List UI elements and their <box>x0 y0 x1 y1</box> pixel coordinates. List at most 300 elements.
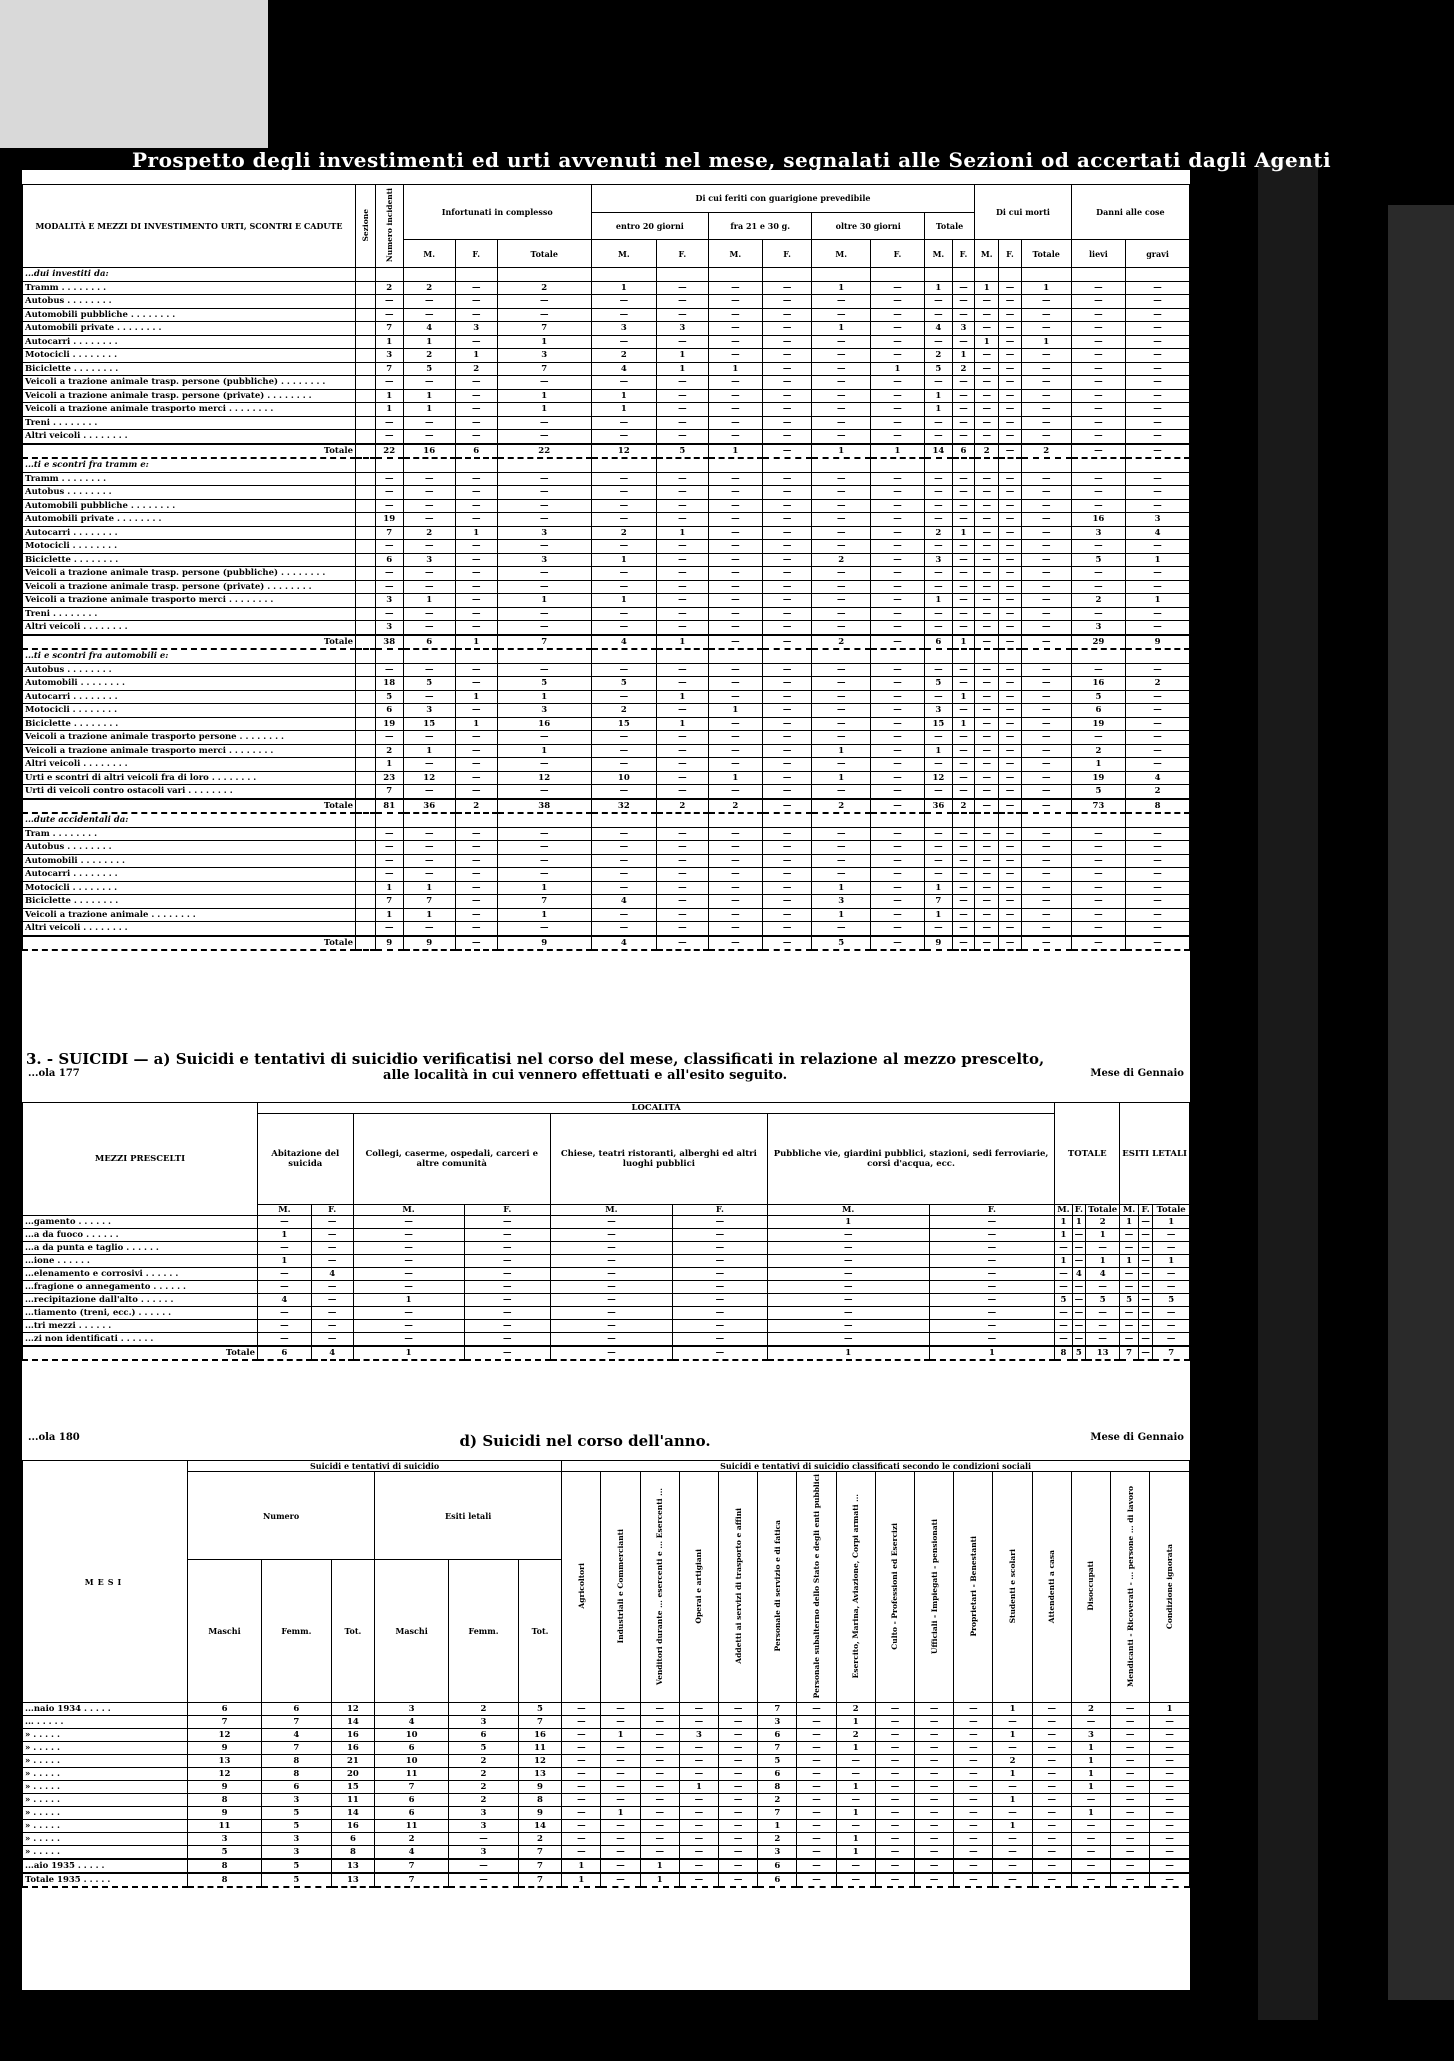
t1-cell: — <box>656 308 708 322</box>
t2-cell: — <box>929 1320 1055 1333</box>
t1-cell: — <box>497 416 591 430</box>
t1-cell: — <box>1126 881 1190 895</box>
t1-cell <box>356 540 376 554</box>
t3-row-cell: 2 <box>758 1833 797 1846</box>
t1-cell: 7 <box>403 895 455 909</box>
t3-row-cell: — <box>954 1729 993 1742</box>
t1-cell: 5 <box>1071 690 1125 704</box>
t1-cell: 5 <box>403 677 455 691</box>
t1-cell: — <box>952 376 974 390</box>
t1-cell <box>356 649 376 663</box>
t1-cell: — <box>975 567 999 581</box>
t2-cell: — <box>258 1281 312 1294</box>
t1-cell <box>375 649 403 663</box>
t3-row-cell: — <box>1150 1716 1190 1729</box>
t2-cell: — <box>672 1281 767 1294</box>
t1-cell: — <box>1021 389 1071 403</box>
t2-cell: 1 <box>1120 1216 1139 1229</box>
t3-row-cell: — <box>719 1794 758 1807</box>
t1-cell: — <box>497 868 591 882</box>
t1-cell: — <box>591 567 656 581</box>
t3-header-cond-text: Operai e artigiani <box>694 1548 704 1624</box>
t3-row-cell: — <box>640 1716 679 1729</box>
t2-cell: 5 <box>1120 1294 1139 1307</box>
t1-cell: — <box>924 335 952 349</box>
t1-cell: 1 <box>871 362 925 376</box>
t2-cell: — <box>353 1320 464 1333</box>
t3-total-cell: — <box>1032 1873 1071 1887</box>
t3-row-cell: 12 <box>331 1703 374 1716</box>
t1-cell: — <box>708 594 762 608</box>
t3-row-cell: — <box>915 1716 954 1729</box>
t1-total-cell: — <box>762 635 812 650</box>
t1-cell: — <box>497 607 591 621</box>
suicidi-mezzi-table <box>22 1102 1190 1361</box>
t1-cell: — <box>1071 854 1125 868</box>
t1-cell <box>356 758 376 772</box>
t2-cell: 1 <box>1072 1216 1086 1229</box>
t1-cell: — <box>924 854 952 868</box>
t1-cell: — <box>708 513 762 527</box>
t1-cell: — <box>871 868 925 882</box>
t2-cell: — <box>672 1294 767 1307</box>
t3-row-cell: — <box>875 1768 914 1781</box>
t1-cell: — <box>1071 389 1125 403</box>
t3-row-cell: — <box>915 1755 954 1768</box>
t3-row-cell: — <box>640 1703 679 1716</box>
t1-cell: 1 <box>656 717 708 731</box>
t3-row-1935-cell: 7 <box>375 1859 449 1873</box>
t1-cell: — <box>871 690 925 704</box>
t1-cell <box>375 268 403 282</box>
t1-cell: — <box>1071 430 1125 444</box>
t1-cell: 1 <box>455 717 497 731</box>
t2-cell: — <box>929 1294 1055 1307</box>
t1-cell: — <box>455 403 497 417</box>
t1-cell: 12 <box>403 771 455 785</box>
t1-row-label: Motocicli . . . . . . . . <box>23 540 356 554</box>
t1-cell: — <box>952 881 974 895</box>
t3-total-cell: 1 <box>562 1873 601 1887</box>
t1-cell: — <box>403 540 455 554</box>
t3-row-1935-cell: 5 <box>262 1859 332 1873</box>
t1-cell: — <box>497 499 591 513</box>
t3-row-cell: 20 <box>331 1768 374 1781</box>
t1-cell: — <box>1126 758 1190 772</box>
document-page <box>22 148 1332 1990</box>
t1-cell: — <box>762 580 812 594</box>
t1-cell: — <box>656 376 708 390</box>
t3-row-1935-cell: — <box>836 1859 875 1873</box>
t1-cell: — <box>762 322 812 336</box>
t1-cell: — <box>1126 607 1190 621</box>
t1-total-cell: 29 <box>1071 635 1125 650</box>
t2-cell: — <box>1138 1307 1152 1320</box>
t1-cell: — <box>1021 322 1071 336</box>
t1-cell: — <box>999 758 1021 772</box>
t1-total-cell: 1 <box>455 635 497 650</box>
t1-group-title: ...dute accidentali da: <box>23 813 356 827</box>
t1-cell: — <box>1021 827 1071 841</box>
t1-cell: — <box>762 526 812 540</box>
t1-cell: — <box>999 827 1021 841</box>
t1-header-infortunati: Infortunati in complesso <box>403 185 591 240</box>
t1-cell: — <box>975 704 999 718</box>
t2-cell: — <box>1086 1333 1120 1347</box>
t3-row-cell: — <box>601 1755 640 1768</box>
t1-row-label: Veicoli a trazione animale . . . . . . . . <box>23 908 356 922</box>
t1-cell: — <box>952 486 974 500</box>
t1-cell: 7 <box>497 895 591 909</box>
t3-row-cell: — <box>875 1833 914 1846</box>
t3-row-cell: 5 <box>518 1703 561 1716</box>
t1-cell <box>356 841 376 855</box>
t2-cell: — <box>1153 1320 1190 1333</box>
t1-cell: — <box>952 744 974 758</box>
t1-cell: — <box>999 677 1021 691</box>
t3-row-cell: — <box>719 1807 758 1820</box>
t3-row-cell: 6 <box>188 1703 262 1716</box>
t1-cell: — <box>1126 499 1190 513</box>
t1-cell: — <box>975 731 999 745</box>
section-3-heading: 3. - SUICIDI — a) Suicidi e tentativi di suicidio verificatisi nel corso del mese, classificati in relazione al mezzo prescelto, <box>26 1050 1045 1068</box>
t2-subheader: M. <box>550 1205 672 1216</box>
t1-cell: — <box>1126 580 1190 594</box>
t1-cell: — <box>975 854 999 868</box>
t3-row-cell: — <box>954 1742 993 1755</box>
t1-cell: — <box>762 486 812 500</box>
t1-cell: — <box>999 430 1021 444</box>
t3-row-label: » . . . . . <box>23 1755 188 1768</box>
t1-cell: — <box>975 621 999 635</box>
t3-row-cell: 7 <box>262 1716 332 1729</box>
t1-header-feriti-sub: entro 20 giorni <box>591 212 708 240</box>
t2-cell: — <box>1120 1268 1139 1281</box>
t2-cell: — <box>929 1242 1055 1255</box>
t3-row-cell: — <box>954 1716 993 1729</box>
t1-cell: — <box>656 553 708 567</box>
t3-row-cell: 9 <box>188 1781 262 1794</box>
t1-cell: — <box>656 895 708 909</box>
t1-total-cell: 6 <box>924 635 952 650</box>
t3-subheader: Tot. <box>331 1560 374 1703</box>
t1-cell: — <box>1126 322 1190 336</box>
t3-row-1935-cell: 6 <box>758 1859 797 1873</box>
t3-row-cell: — <box>1111 1768 1150 1781</box>
t1-cell <box>356 335 376 349</box>
t1-cell: 2 <box>1126 785 1190 799</box>
t3-row-cell: 13 <box>188 1755 262 1768</box>
t2-cell: — <box>311 1216 353 1229</box>
t3-subheader: Tot. <box>518 1560 561 1703</box>
t1-cell: — <box>812 731 871 745</box>
t1-cell: — <box>924 731 952 745</box>
t1-cell: 1 <box>455 526 497 540</box>
tavola-label: ...ola 177 <box>28 1068 80 1079</box>
t1-cell: — <box>1126 416 1190 430</box>
t1-cell: 1 <box>1126 594 1190 608</box>
t1-cell: — <box>952 580 974 594</box>
t2-cell: — <box>1153 1268 1190 1281</box>
t2-cell: 4 <box>311 1268 353 1281</box>
t2-header-totale: TOTALE <box>1055 1103 1120 1205</box>
t1-cell: — <box>708 567 762 581</box>
t1-cell <box>1071 458 1125 472</box>
t1-cell: — <box>455 827 497 841</box>
t1-cell: — <box>871 499 925 513</box>
t3-row-cell: — <box>719 1755 758 1768</box>
t3-row-cell: 3 <box>758 1846 797 1860</box>
t3-row-1935-cell: — <box>679 1859 718 1873</box>
t1-cell: — <box>812 308 871 322</box>
t1-cell: — <box>497 922 591 936</box>
t1-cell: — <box>952 663 974 677</box>
t3-header-cond <box>562 1472 601 1703</box>
t1-cell <box>871 268 925 282</box>
t1-cell: — <box>403 376 455 390</box>
t3-row-cell: 3 <box>375 1703 449 1716</box>
t1-cell: — <box>497 854 591 868</box>
t1-cell <box>708 813 762 827</box>
t3-row-cell: — <box>1150 1846 1190 1860</box>
t1-total-cell: 1 <box>812 444 871 459</box>
t1-cell: — <box>1021 704 1071 718</box>
t1-cell: — <box>924 827 952 841</box>
t2-cell: 4 <box>258 1294 312 1307</box>
t1-cell: — <box>999 376 1021 390</box>
t1-cell: — <box>455 868 497 882</box>
t1-cell <box>1126 813 1190 827</box>
t1-cell: — <box>871 376 925 390</box>
t1-cell: — <box>708 416 762 430</box>
t3-row-cell: 6 <box>375 1807 449 1820</box>
t2-cell: — <box>550 1294 672 1307</box>
t1-cell: — <box>656 430 708 444</box>
t1-cell: — <box>455 731 497 745</box>
t1-cell: 1 <box>375 908 403 922</box>
t1-cell: — <box>812 594 871 608</box>
t1-cell: — <box>375 841 403 855</box>
t1-cell: — <box>455 663 497 677</box>
t1-cell: — <box>656 841 708 855</box>
t3-row-label: ...naio 1934 . . . . . <box>23 1703 188 1716</box>
t3-row-cell: 7 <box>518 1716 561 1729</box>
t1-total-cell: 2 <box>1021 444 1071 459</box>
t3-row-cell: 12 <box>188 1729 262 1742</box>
t1-cell: — <box>375 472 403 486</box>
t3-row-cell: — <box>679 1716 718 1729</box>
t1-total-cell: — <box>762 444 812 459</box>
t3-row-cell: 12 <box>188 1768 262 1781</box>
t1-total-cell: 6 <box>455 444 497 459</box>
t3-row-cell: — <box>993 1781 1032 1794</box>
t1-cell: — <box>708 580 762 594</box>
t1-cell: — <box>999 717 1021 731</box>
t1-cell: — <box>455 389 497 403</box>
t1-cell: — <box>1071 472 1125 486</box>
t3-row-cell: — <box>1150 1833 1190 1846</box>
t1-cell: — <box>591 690 656 704</box>
t1-cell <box>871 813 925 827</box>
t1-cell: — <box>812 295 871 309</box>
t1-cell: — <box>975 499 999 513</box>
t1-cell: — <box>812 362 871 376</box>
t3-row-1935-cell: 1 <box>562 1859 601 1873</box>
t1-cell: — <box>871 677 925 691</box>
t1-cell: 2 <box>1071 594 1125 608</box>
t1-cell <box>356 785 376 799</box>
t2-cell: — <box>311 1229 353 1242</box>
t3-row-cell: — <box>1071 1794 1110 1807</box>
t3-row-cell: — <box>915 1742 954 1755</box>
t2-total-cell: — <box>550 1346 672 1360</box>
t1-cell: — <box>812 389 871 403</box>
t3-row-cell: — <box>797 1794 836 1807</box>
t1-cell: — <box>455 594 497 608</box>
t3-row-cell: — <box>449 1833 519 1846</box>
t1-cell: — <box>403 690 455 704</box>
t1-cell: — <box>375 868 403 882</box>
t2-cell: — <box>1072 1229 1086 1242</box>
t3-row-cell: 7 <box>758 1742 797 1755</box>
t1-cell: — <box>455 908 497 922</box>
t2-cell: — <box>1153 1242 1190 1255</box>
t1-cell <box>497 813 591 827</box>
t3-header-mesi: MESI <box>23 1461 188 1703</box>
t1-cell <box>356 717 376 731</box>
t2-cell: — <box>464 1320 550 1333</box>
t3-row-cell: — <box>562 1716 601 1729</box>
t1-cell: — <box>497 486 591 500</box>
t1-cell: — <box>497 540 591 554</box>
t1-cell: — <box>455 540 497 554</box>
t1-cell: — <box>999 308 1021 322</box>
t1-cell: 1 <box>591 403 656 417</box>
t3-row-cell: 8 <box>188 1794 262 1807</box>
t1-cell: — <box>375 731 403 745</box>
t1-cell: — <box>812 677 871 691</box>
t3-row-cell: — <box>915 1794 954 1807</box>
t1-cell: 1 <box>975 281 999 295</box>
section-3-heading-2: alle località in cui vennero effettuati e all'esito seguito. <box>383 1068 788 1083</box>
t3-subheader: Maschi <box>375 1560 449 1703</box>
t2-cell: — <box>1120 1320 1139 1333</box>
t3-row-cell: 3 <box>262 1846 332 1860</box>
t1-cell: — <box>952 281 974 295</box>
t2-cell: — <box>1072 1307 1086 1320</box>
t1-cell: — <box>924 430 952 444</box>
t1-cell: — <box>708 376 762 390</box>
t2-row-label: ...a da punta e taglio . . . . . . <box>23 1242 258 1255</box>
t1-cell: — <box>403 430 455 444</box>
mese-d-label: Mese di Gennaio <box>1090 1432 1184 1443</box>
t1-cell: — <box>871 295 925 309</box>
t1-cell <box>656 813 708 827</box>
t2-cell: — <box>311 1307 353 1320</box>
t1-cell: — <box>1021 771 1071 785</box>
t1-total-cell: 8 <box>1126 799 1190 814</box>
t3-row-cell: — <box>954 1833 993 1846</box>
t1-cell <box>812 268 871 282</box>
t1-cell: — <box>999 663 1021 677</box>
t1-cell: — <box>708 677 762 691</box>
t1-cell <box>999 268 1021 282</box>
t1-cell: — <box>656 663 708 677</box>
t1-cell: — <box>952 389 974 403</box>
t1-cell: — <box>952 785 974 799</box>
t3-row-cell: — <box>1071 1716 1110 1729</box>
t1-cell: 6 <box>375 553 403 567</box>
t1-cell: 4 <box>591 362 656 376</box>
t3-row-cell: — <box>954 1703 993 1716</box>
t1-cell: — <box>708 785 762 799</box>
t3-header-cond-text: Personale di servizio e di fatica <box>772 1520 782 1652</box>
t1-cell: — <box>708 349 762 363</box>
t2-header-loc: Chiese, teatri ristoranti, alberghi ed altri luoghi pubblici <box>550 1114 767 1205</box>
t1-cell: — <box>871 308 925 322</box>
t3-row-cell: — <box>1032 1833 1071 1846</box>
t1-row-label: Tramm . . . . . . . . <box>23 472 356 486</box>
t1-header-sezione <box>356 185 376 268</box>
t1-cell: — <box>812 472 871 486</box>
t3-row-cell: — <box>679 1833 718 1846</box>
t3-header-cond <box>679 1472 718 1703</box>
t3-row-cell: 3 <box>449 1846 519 1860</box>
t2-cell: — <box>929 1281 1055 1294</box>
t1-cell: — <box>591 785 656 799</box>
t2-cell: — <box>1138 1268 1152 1281</box>
t1-cell: — <box>656 908 708 922</box>
t1-row-label: Altri veicoli . . . . . . . . <box>23 758 356 772</box>
t1-cell <box>975 649 999 663</box>
t1-cell: — <box>1126 690 1190 704</box>
t1-cell: — <box>591 731 656 745</box>
t1-cell: 3 <box>375 349 403 363</box>
t1-total-cell: — <box>999 936 1021 951</box>
t1-total-cell: 7 <box>497 635 591 650</box>
t1-total-cell: 2 <box>708 799 762 814</box>
t1-cell: — <box>812 526 871 540</box>
t1-cell: 5 <box>924 362 952 376</box>
t1-cell: — <box>455 607 497 621</box>
t2-cell: — <box>672 1320 767 1333</box>
t3-row-cell: — <box>1111 1729 1150 1742</box>
t3-row-cell: — <box>562 1794 601 1807</box>
t3-row-cell: — <box>875 1781 914 1794</box>
t1-cell <box>924 268 952 282</box>
t2-header-mezzi: MEZZI PRESCELTI <box>23 1103 258 1216</box>
t2-subheader: M. <box>353 1205 464 1216</box>
t1-cell: — <box>1126 540 1190 554</box>
t1-cell: — <box>1126 908 1190 922</box>
t2-subheader: M. <box>1055 1205 1072 1216</box>
t1-cell: — <box>708 322 762 336</box>
t1-cell: — <box>924 513 952 527</box>
t1-row-label: Autobus . . . . . . . . <box>23 295 356 309</box>
t1-subheader: F. <box>999 240 1021 268</box>
t3-row-1935-cell: — <box>954 1859 993 1873</box>
t3-row-cell: 7 <box>758 1807 797 1820</box>
t1-cell: 5 <box>375 690 403 704</box>
t1-cell: 3 <box>375 594 403 608</box>
t2-cell: — <box>464 1268 550 1281</box>
t1-cell: — <box>871 486 925 500</box>
t1-cell: 2 <box>455 362 497 376</box>
t3-row-cell: 12 <box>518 1755 561 1768</box>
t1-cell: 1 <box>924 908 952 922</box>
t1-cell: — <box>1071 499 1125 513</box>
t1-cell: — <box>871 553 925 567</box>
